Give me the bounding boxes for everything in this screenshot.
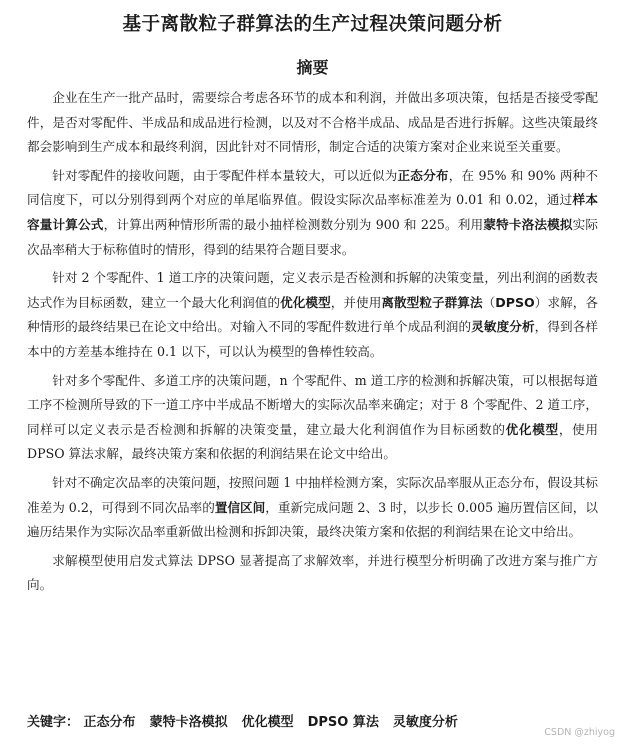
bold-term: 离散型粒子群算法 <box>381 294 483 310</box>
text-segment: 求解模型使用启发式算法 DPSO 显著提高了求解效率，并进行模型分析明确了改进方案与推广方向。 <box>27 552 598 593</box>
text-segment: 针对不确定次品率的决策问题，按照问题 1 中抽样检测方案，实际次品率服从正态分布，假设其标准差为 0.2，可得到不同次品率的 <box>27 474 598 515</box>
text-segment: ）求解，各种情形的最终结果已在论文中给出。对输入不同的零配件数进行单个成品利润的 <box>27 294 599 335</box>
text-segment: ，重新完成问题 2、3 时，以步长 0.005 遍历置信区间，以遍历结果作为实际次品率重新做出检测和拆卸决策，最终决策方案和依据的利润结果在论文中给出。 <box>27 499 598 540</box>
text-segment: ，并使用 <box>330 294 382 310</box>
bold-term: 正态分布 <box>397 167 449 183</box>
bold-term: DPSO <box>495 294 535 310</box>
text-segment: ，使用 DPSO 算法求解，最终决策方案和依据的利润结果在论文中给出。 <box>27 421 599 462</box>
keyword: 优化模型 <box>241 715 294 730</box>
text-segment: ，在 95% 和 90% 两种不同信度下，可以分别得到两个对应的单尾临界值。假设实际次品率标准差为 0.01 和 0.02，通过 <box>27 167 599 208</box>
bold-term: 优化模型 <box>505 421 559 437</box>
keyword-list <box>84 715 472 730</box>
abstract-paragraph <box>27 164 598 262</box>
bold-term: 样本容量计算公式 <box>27 192 598 232</box>
abstract-body <box>27 86 598 602</box>
bold-term: 蒙特卡洛法模拟 <box>483 216 573 232</box>
watermark: CSDN @zhiyog <box>544 727 615 738</box>
bold-term: 置信区间 <box>214 499 266 515</box>
text-segment: ，计算出两种情形所需的最小抽样检测数分别为 900 和 225。利用 <box>103 216 484 232</box>
text-segment: 针对 2 个零配件、1 道工序的决策问题，定义表示是否检测和拆解的决策变量，列出利润的函数表达式作为目标函数，建立一个最大化利润值的 <box>27 270 598 310</box>
text-segment: 针对多个零配件、多道工序的决策问题，n 个零配件、m 道工序的检测和拆解决策，可以根据每道工序不检测所导致的下一道工序中半成品不断增大的实际次品率来确定；对于 8 个零配件、2 道工序，同样可以定义表示是否检测和拆解的决策变量，建立最大化利润值作为目标函数的 <box>27 372 598 437</box>
keywords-line <box>27 711 598 730</box>
keyword: 灵敏度分析 <box>392 715 458 730</box>
bold-term: 优化模型 <box>280 294 331 310</box>
abstract-paragraph <box>27 266 598 364</box>
text-segment: 实际次品率稍大于标称值时的情形，得到的结果符合题目要求。 <box>27 216 599 257</box>
abstract-paragraph <box>27 549 598 598</box>
abstract-paragraph <box>27 86 598 160</box>
abstract-paragraph <box>27 471 598 545</box>
abstract-paragraph <box>27 369 598 467</box>
text-segment: 针对零配件的接收问题，由于零配件样本量较大，可以近似为 <box>52 167 398 183</box>
keyword: DPSO 算法 <box>307 715 379 730</box>
text-segment: 企业在生产一批产品时，需要综合考虑各环节的成本和利润，并做出多项决策，包括是否接受零配件，是否对零配件、半成品和成品进行检测，以及对不合格半成品、成品是否进行拆解。这些决策最终都会影响到生产成本和最终利润，因此针对不同情形，制定合适的决策方案对企业来说至关重要。 <box>27 90 598 155</box>
text-segment: （ <box>482 294 496 310</box>
abstract-heading: 摘要 <box>296 58 329 77</box>
paper-title: 基于离散粒子群算法的生产过程决策问题分析 <box>122 14 503 35</box>
keyword: 正态分布 <box>83 715 136 730</box>
text-segment: ，得到各样本中的方差基本维持在 0.1 以下，可以认为模型的鲁棒性较高。 <box>27 319 599 359</box>
keyword: 蒙特卡洛模拟 <box>149 715 228 730</box>
keywords-label: 关键字： <box>27 715 80 730</box>
bold-term: 灵敏度分析 <box>471 319 535 335</box>
